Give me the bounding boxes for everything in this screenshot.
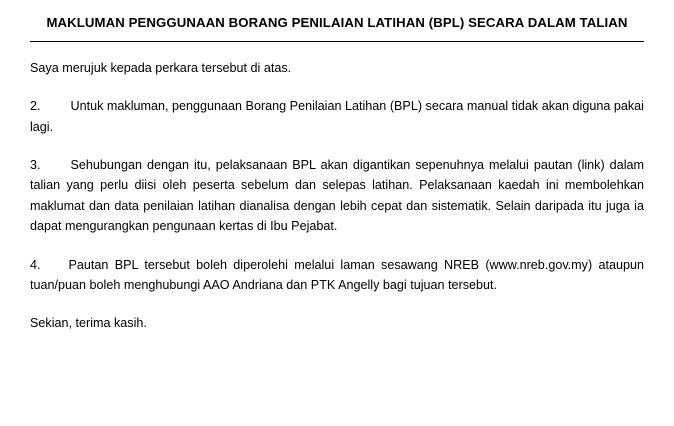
paragraph-intro — [30, 58, 644, 78]
page-title: MAKLUMAN PENGGUNAAN BORANG PENILAIAN LATIHAN (BPL) SECARA DALAM TALIAN — [46, 15, 628, 30]
paragraph-4-text: Pautan BPL tersebut boleh diperolehi melalui laman sesawang NREB (www.nreb.gov.my) ataupun tuan/puan boleh menghubungi AAO Andriana dan PTK Angelly bagi tujuan tersebut. — [30, 257, 644, 292]
paragraph-closing — [30, 313, 644, 333]
document-body — [30, 58, 644, 334]
paragraph-3-text: Sehubungan dengan itu, pelaksanaan BPL akan digantikan sepenuhnya melalui pautan (link) dalam talian yang perlu diisi oleh peserta sebelum dan selepas latihan. Pelaksanaan kaedah ini membolehkan maklumat dan data penilaian latihan dianalisa dengan lebih cepat dan sistematik. Selain daripada itu juga ia dapat mengurangkan pengunaan kertas di Ibu Pejabat. — [30, 157, 644, 234]
paragraph-3 — [30, 155, 644, 237]
paragraph-3-number: 3. — [30, 157, 41, 172]
paragraph-4 — [30, 255, 644, 296]
paragraph-closing-text: Sekian, terima kasih. — [30, 316, 147, 331]
paragraph-4-number: 4. — [30, 257, 41, 272]
paragraph-2-number: 2. — [30, 99, 41, 114]
title-divider — [30, 41, 644, 42]
paragraph-2-text: Untuk makluman, penggunaan Borang Penilaian Latihan (BPL) secara manual tidak akan diguna pakai lagi. — [30, 99, 644, 134]
paragraph-intro-text: Saya merujuk kepada perkara tersebut di atas. — [30, 60, 292, 75]
paragraph-2 — [30, 96, 644, 137]
